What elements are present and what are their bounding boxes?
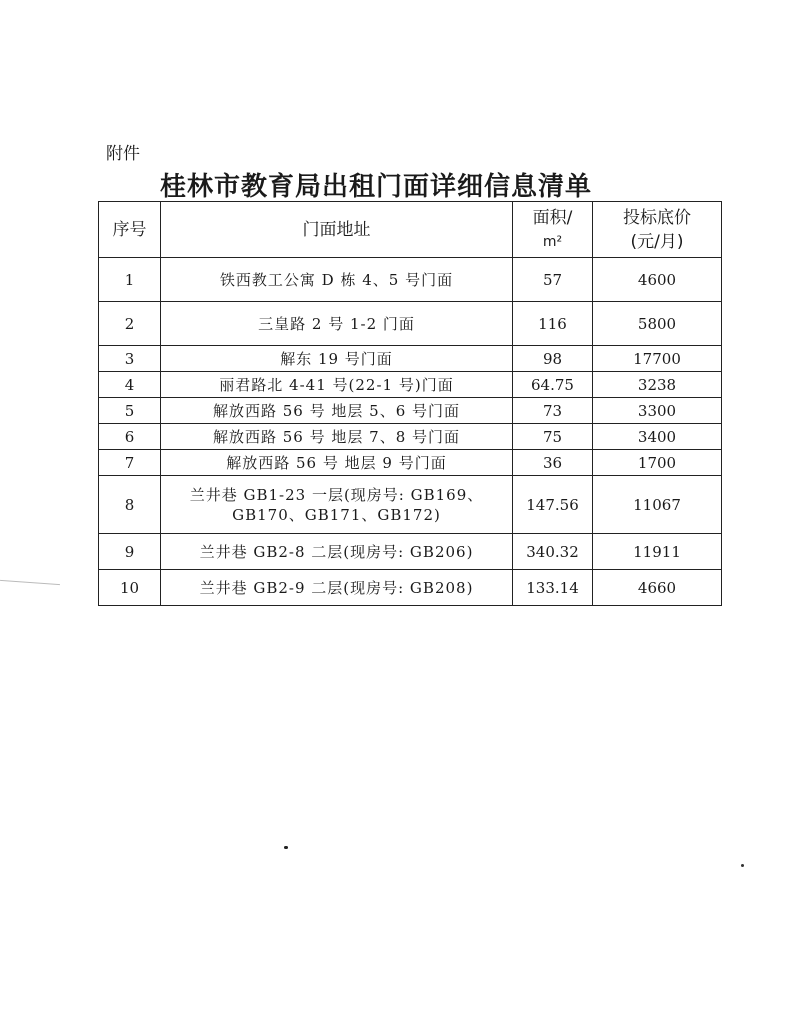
row-area: 64.75 <box>513 372 593 398</box>
row-address: 三皇路 2 号 1-2 门面 <box>161 302 513 346</box>
row-price: 11911 <box>593 534 722 570</box>
row-area: 57 <box>513 258 593 302</box>
rental-table <box>98 201 722 606</box>
row-address: 解放西路 56 号 地层 5、6 号门面 <box>161 398 513 424</box>
row-address-line1: 兰井巷 GB1-23 一层(现房号: GB169、 <box>189 485 484 504</box>
header-no: 序号 <box>99 202 161 258</box>
table-row <box>99 476 722 534</box>
row-area: 73 <box>513 398 593 424</box>
row-no: 2 <box>99 302 161 346</box>
header-price-line2: (元/月) <box>630 231 684 252</box>
table-row <box>99 398 722 424</box>
row-no: 3 <box>99 346 161 372</box>
table-row <box>99 372 722 398</box>
row-no: 6 <box>99 424 161 450</box>
row-address <box>161 476 513 534</box>
table-row <box>99 424 722 450</box>
row-no: 8 <box>99 476 161 534</box>
attachment-label: 附件 <box>106 144 140 164</box>
scan-speck <box>284 846 288 849</box>
row-price: 3400 <box>593 424 722 450</box>
table-row <box>99 258 722 302</box>
row-price: 11067 <box>593 476 722 534</box>
row-area: 340.32 <box>513 534 593 570</box>
row-address: 解放西路 56 号 地层 7、8 号门面 <box>161 424 513 450</box>
row-area: 116 <box>513 302 593 346</box>
row-price: 3300 <box>593 398 722 424</box>
row-address: 丽君路北 4-41 号(22-1 号)门面 <box>161 372 513 398</box>
scan-edge-line <box>0 580 60 585</box>
row-area: 75 <box>513 424 593 450</box>
row-address: 铁西教工公寓 D 栋 4、5 号门面 <box>161 258 513 302</box>
row-address: 兰井巷 GB2-9 二层(现房号: GB208) <box>161 570 513 606</box>
table-header-row <box>99 202 722 258</box>
header-price <box>593 202 722 258</box>
row-no: 4 <box>99 372 161 398</box>
table-row <box>99 346 722 372</box>
row-no: 7 <box>99 450 161 476</box>
header-area-line1: 面积/ <box>532 207 573 228</box>
header-address: 门面地址 <box>161 202 513 258</box>
row-price: 4600 <box>593 258 722 302</box>
header-area <box>513 202 593 258</box>
table-row <box>99 450 722 476</box>
row-address-line2: GB170、GB171、GB172) <box>232 505 441 524</box>
row-no: 10 <box>99 570 161 606</box>
row-price: 5800 <box>593 302 722 346</box>
scan-speck <box>741 864 744 867</box>
row-address: 解东 19 号门面 <box>161 346 513 372</box>
row-address: 解放西路 56 号 地层 9 号门面 <box>161 450 513 476</box>
header-price-line1: 投标底价 <box>623 207 691 228</box>
table-row <box>99 534 722 570</box>
row-area: 133.14 <box>513 570 593 606</box>
row-no: 5 <box>99 398 161 424</box>
row-price: 17700 <box>593 346 722 372</box>
table-row <box>99 302 722 346</box>
row-area: 36 <box>513 450 593 476</box>
header-area-line2: m² <box>542 233 563 250</box>
row-price: 3238 <box>593 372 722 398</box>
row-no: 1 <box>99 258 161 302</box>
document-title: 桂林市教育局出租门面详细信息清单 <box>160 172 593 202</box>
row-price: 4660 <box>593 570 722 606</box>
table-row <box>99 570 722 606</box>
row-price: 1700 <box>593 450 722 476</box>
row-area: 98 <box>513 346 593 372</box>
row-no: 9 <box>99 534 161 570</box>
row-address: 兰井巷 GB2-8 二层(现房号: GB206) <box>161 534 513 570</box>
row-area: 147.56 <box>513 476 593 534</box>
